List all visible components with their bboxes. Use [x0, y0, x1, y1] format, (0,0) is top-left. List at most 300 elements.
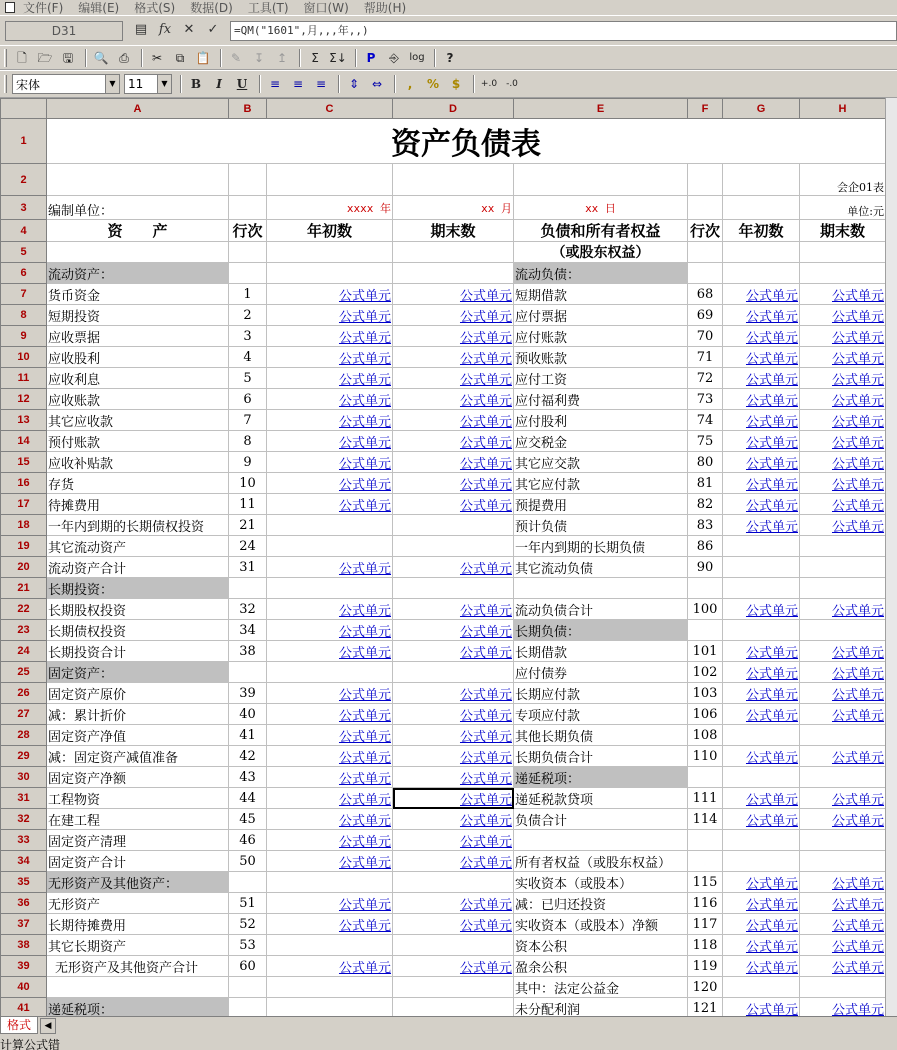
liability-end-cell[interactable]: 公式单元 [800, 788, 886, 809]
row-header[interactable]: 2 [1, 164, 47, 196]
asset-label-cell[interactable]: 无形资产及其他资产合计 [47, 956, 229, 977]
asset-end-cell[interactable]: 公式单元 [393, 683, 514, 704]
liability-line-cell[interactable]: 103 [688, 683, 723, 704]
asset-label-cell[interactable]: 在建工程 [47, 809, 229, 830]
asset-label-cell[interactable]: 无形资产 [47, 893, 229, 914]
bold-button[interactable]: B [190, 77, 202, 91]
row-header[interactable]: 37 [1, 914, 47, 935]
menu-data[interactable]: 数据(D) [190, 0, 233, 15]
asset-end-cell[interactable]: 公式单元 [393, 473, 514, 494]
row-header[interactable]: 15 [1, 452, 47, 473]
asset-label-cell[interactable]: 固定资产合计 [47, 851, 229, 872]
liability-begin-cell[interactable]: 公式单元 [723, 935, 800, 956]
asset-line-cell[interactable]: 1 [229, 284, 267, 305]
menu-window[interactable]: 窗口(W) [303, 0, 349, 15]
liability-begin-cell[interactable] [723, 725, 800, 746]
asset-line-cell[interactable]: 53 [229, 935, 267, 956]
liability-begin-cell[interactable]: 公式单元 [723, 956, 800, 977]
liability-end-cell[interactable] [800, 557, 886, 578]
asset-begin-cell[interactable]: 公式单元 [267, 893, 393, 914]
italic-button[interactable]: I [216, 77, 222, 91]
row-header[interactable]: 16 [1, 473, 47, 494]
asset-label-cell[interactable]: 应收股利 [47, 347, 229, 368]
asset-begin-cell[interactable]: 公式单元 [267, 452, 393, 473]
asset-end-cell[interactable]: 公式单元 [393, 956, 514, 977]
asset-label-cell[interactable]: 预付账款 [47, 431, 229, 452]
row-header[interactable]: 34 [1, 851, 47, 872]
liability-end-cell[interactable]: 公式单元 [800, 746, 886, 767]
liability-label-cell[interactable]: 短期借款 [514, 284, 688, 305]
row-header[interactable]: 32 [1, 809, 47, 830]
asset-end-cell[interactable]: 公式单元 [393, 284, 514, 305]
asset-line-cell[interactable]: 51 [229, 893, 267, 914]
liability-begin-cell[interactable]: 公式单元 [723, 641, 800, 662]
liability-end-cell[interactable]: 公式单元 [800, 599, 886, 620]
liability-label-cell[interactable]: 所有者权益（或股东权益） [514, 851, 688, 872]
asset-line-cell[interactable] [229, 872, 267, 893]
asset-begin-cell[interactable] [267, 536, 393, 557]
liability-end-cell[interactable]: 公式单元 [800, 893, 886, 914]
liability-line-cell[interactable]: 116 [688, 893, 723, 914]
currency-unit[interactable]: 单位:元 [800, 196, 886, 220]
liability-begin-cell[interactable]: 公式单元 [723, 704, 800, 725]
asset-end-cell[interactable]: 公式单元 [393, 641, 514, 662]
asset-line-cell[interactable]: 21 [229, 515, 267, 536]
liability-label-cell[interactable]: 应付票据 [514, 305, 688, 326]
liability-label-cell[interactable]: 递延税项： [514, 767, 688, 788]
asset-end-cell[interactable] [393, 872, 514, 893]
asset-line-cell[interactable]: 44 [229, 788, 267, 809]
liability-begin-cell[interactable]: 公式单元 [723, 914, 800, 935]
asset-line-cell[interactable]: 11 [229, 494, 267, 515]
vertical-align-icon[interactable]: ⇕ [348, 77, 360, 91]
asset-end-cell[interactable] [393, 578, 514, 599]
liability-begin-cell[interactable]: 公式单元 [723, 809, 800, 830]
asset-label-cell[interactable]: 流动资产： [47, 263, 229, 284]
spreadsheet-grid[interactable] [0, 98, 885, 1016]
liability-begin-cell[interactable]: 公式单元 [723, 410, 800, 431]
liability-line-cell[interactable]: 86 [688, 536, 723, 557]
liability-end-cell[interactable]: 公式单元 [800, 368, 886, 389]
asset-line-cell[interactable]: 8 [229, 431, 267, 452]
asset-label-cell[interactable]: 应收票据 [47, 326, 229, 347]
align-center-icon[interactable]: ≡ [292, 77, 304, 91]
asset-line-cell[interactable]: 40 [229, 704, 267, 725]
cancel-icon[interactable]: ✕ [183, 22, 195, 37]
row-header[interactable]: 3 [1, 196, 47, 220]
asset-line-cell[interactable]: 32 [229, 599, 267, 620]
asset-end-cell[interactable]: 公式单元 [393, 725, 514, 746]
asset-end-cell[interactable] [393, 998, 514, 1017]
asset-label-cell[interactable]: 其它长期资产 [47, 935, 229, 956]
underline-button[interactable]: U [236, 77, 248, 91]
asset-line-cell[interactable]: 9 [229, 452, 267, 473]
liability-end-cell[interactable]: 公式单元 [800, 641, 886, 662]
liability-line-cell[interactable]: 119 [688, 956, 723, 977]
liability-line-cell[interactable]: 106 [688, 704, 723, 725]
font-select[interactable] [12, 74, 120, 94]
liability-begin-cell[interactable]: 公式单元 [723, 347, 800, 368]
liability-begin-cell[interactable] [723, 578, 800, 599]
asset-line-cell[interactable]: 24 [229, 536, 267, 557]
col-header-g[interactable]: G [723, 99, 800, 119]
asset-end-cell[interactable]: 公式单元 [393, 788, 514, 809]
print-icon[interactable]: ⎙ [119, 50, 129, 65]
liability-begin-cell[interactable]: 公式单元 [723, 788, 800, 809]
asset-line-cell[interactable]: 41 [229, 725, 267, 746]
col-header-f[interactable]: F [688, 99, 723, 119]
asset-begin-cell[interactable]: 公式单元 [267, 494, 393, 515]
asset-end-cell[interactable]: 公式单元 [393, 851, 514, 872]
liability-line-cell[interactable] [688, 830, 723, 851]
liability-begin-cell[interactable]: 公式单元 [723, 893, 800, 914]
liability-begin-cell[interactable] [723, 977, 800, 998]
liability-label-cell[interactable]: 长期应付款 [514, 683, 688, 704]
fx-icon[interactable]: fx [158, 22, 172, 37]
liability-line-cell[interactable] [688, 578, 723, 599]
row-header[interactable]: 17 [1, 494, 47, 515]
asset-begin-cell[interactable]: 公式单元 [267, 767, 393, 788]
row-header[interactable]: 28 [1, 725, 47, 746]
asset-begin-cell[interactable] [267, 872, 393, 893]
asset-begin-cell[interactable]: 公式单元 [267, 557, 393, 578]
liability-end-cell[interactable]: 公式单元 [800, 872, 886, 893]
row-header[interactable]: 5 [1, 242, 47, 263]
asset-label-cell[interactable]: 减：固定资产减值准备 [47, 746, 229, 767]
col-header-b[interactable]: B [229, 99, 267, 119]
liability-end-cell[interactable]: 公式单元 [800, 914, 886, 935]
liability-label-cell[interactable]: 专项应付款 [514, 704, 688, 725]
liability-end-cell[interactable] [800, 620, 886, 641]
sort-ascending-icon[interactable]: ↧ [253, 50, 265, 65]
asset-label-cell[interactable]: 长期待摊费用 [47, 914, 229, 935]
row-header[interactable]: 8 [1, 305, 47, 326]
liability-end-cell[interactable]: 公式单元 [800, 284, 886, 305]
asset-end-cell[interactable]: 公式单元 [393, 767, 514, 788]
header-begin[interactable]: 年初数 [723, 220, 800, 242]
liability-begin-cell[interactable]: 公式单元 [723, 389, 800, 410]
liability-label-cell[interactable]: 其他长期负债 [514, 725, 688, 746]
row-header[interactable]: 29 [1, 746, 47, 767]
liability-end-cell[interactable] [800, 851, 886, 872]
row-header[interactable]: 20 [1, 557, 47, 578]
liability-begin-cell[interactable]: 公式单元 [723, 284, 800, 305]
liability-label-cell[interactable] [514, 830, 688, 851]
liability-label-cell[interactable]: 预提费用 [514, 494, 688, 515]
liability-label-cell[interactable]: 递延税款贷项 [514, 788, 688, 809]
asset-label-cell[interactable]: 无形资产及其他资产： [47, 872, 229, 893]
log-icon[interactable]: log [409, 51, 425, 63]
increase-decimal-icon[interactable]: +.0 [480, 79, 498, 89]
asset-line-cell[interactable]: 4 [229, 347, 267, 368]
menu-tools[interactable]: 工具(T) [247, 0, 289, 15]
asset-begin-cell[interactable]: 公式单元 [267, 368, 393, 389]
asset-label-cell[interactable]: 长期投资： [47, 578, 229, 599]
liability-label-cell[interactable]: 应付股利 [514, 410, 688, 431]
liability-line-cell[interactable]: 81 [688, 473, 723, 494]
header-line-no[interactable]: 行次 [229, 220, 267, 242]
asset-label-cell[interactable]: 减：累计折价 [47, 704, 229, 725]
liability-end-cell[interactable]: 公式单元 [800, 935, 886, 956]
form-code[interactable]: 会企01表 [800, 164, 886, 196]
liability-end-cell[interactable]: 公式单元 [800, 809, 886, 830]
col-header-d[interactable]: D [393, 99, 514, 119]
asset-end-cell[interactable]: 公式单元 [393, 704, 514, 725]
asset-line-cell[interactable] [229, 578, 267, 599]
corner-cell[interactable] [1, 99, 47, 119]
asset-line-cell[interactable] [229, 662, 267, 683]
liability-line-cell[interactable]: 117 [688, 914, 723, 935]
liability-end-cell[interactable]: 公式单元 [800, 326, 886, 347]
asset-line-cell[interactable]: 45 [229, 809, 267, 830]
asset-line-cell[interactable]: 6 [229, 389, 267, 410]
asset-end-cell[interactable]: 公式单元 [393, 494, 514, 515]
liability-begin-cell[interactable] [723, 263, 800, 284]
asset-line-cell[interactable]: 5 [229, 368, 267, 389]
liability-line-cell[interactable]: 121 [688, 998, 723, 1017]
menu-format[interactable]: 格式(S) [134, 0, 176, 15]
header-liabilities-sub[interactable]: （或股东权益） [514, 242, 688, 263]
header-end[interactable]: 期末数 [800, 220, 886, 242]
liability-begin-cell[interactable]: 公式单元 [723, 452, 800, 473]
asset-end-cell[interactable] [393, 536, 514, 557]
liability-end-cell[interactable] [800, 767, 886, 788]
row-header[interactable]: 26 [1, 683, 47, 704]
liability-label-cell[interactable]: 应付账款 [514, 326, 688, 347]
asset-end-cell[interactable] [393, 515, 514, 536]
liability-begin-cell[interactable]: 公式单元 [723, 599, 800, 620]
formula-input[interactable]: =QM("1601",月,,,年,,) [230, 21, 897, 41]
asset-end-cell[interactable]: 公式单元 [393, 557, 514, 578]
asset-line-cell[interactable] [229, 263, 267, 284]
liability-line-cell[interactable]: 118 [688, 935, 723, 956]
liability-line-cell[interactable]: 108 [688, 725, 723, 746]
asset-label-cell[interactable]: 长期投资合计 [47, 641, 229, 662]
horizontal-fit-icon[interactable]: ⇔ [371, 77, 383, 91]
liability-end-cell[interactable] [800, 977, 886, 998]
liability-line-cell[interactable]: 74 [688, 410, 723, 431]
tab-scroll-left-icon[interactable]: ◀ [40, 1018, 56, 1034]
asset-label-cell[interactable]: 应收账款 [47, 389, 229, 410]
asset-end-cell[interactable]: 公式单元 [393, 809, 514, 830]
row-header[interactable]: 30 [1, 767, 47, 788]
asset-label-cell[interactable]: 短期投资 [47, 305, 229, 326]
liability-line-cell[interactable]: 83 [688, 515, 723, 536]
save-icon[interactable]: 🖫 [62, 50, 74, 65]
asset-end-cell[interactable]: 公式单元 [393, 347, 514, 368]
asset-end-cell[interactable]: 公式单元 [393, 410, 514, 431]
liability-begin-cell[interactable] [723, 620, 800, 641]
row-header[interactable]: 14 [1, 431, 47, 452]
asset-begin-cell[interactable]: 公式单元 [267, 431, 393, 452]
col-header-e[interactable]: E [514, 99, 688, 119]
liability-begin-cell[interactable]: 公式单元 [723, 662, 800, 683]
cell-reference-box[interactable]: D31 [5, 21, 123, 41]
col-header-a[interactable]: A [47, 99, 229, 119]
row-header[interactable]: 18 [1, 515, 47, 536]
liability-end-cell[interactable]: 公式单元 [800, 305, 886, 326]
liability-label-cell[interactable]: 其中：法定公益金 [514, 977, 688, 998]
liability-line-cell[interactable]: 100 [688, 599, 723, 620]
asset-begin-cell[interactable] [267, 263, 393, 284]
liability-label-cell[interactable]: 其它流动负债 [514, 557, 688, 578]
liability-end-cell[interactable] [800, 578, 886, 599]
asset-line-cell[interactable]: 7 [229, 410, 267, 431]
asset-begin-cell[interactable]: 公式单元 [267, 914, 393, 935]
asset-begin-cell[interactable]: 公式单元 [267, 788, 393, 809]
asset-label-cell[interactable]: 长期债权投资 [47, 620, 229, 641]
row-header[interactable]: 25 [1, 662, 47, 683]
row-header[interactable]: 4 [1, 220, 47, 242]
liability-label-cell[interactable]: 减：已归还投资 [514, 893, 688, 914]
liability-end-cell[interactable]: 公式单元 [800, 683, 886, 704]
asset-label-cell[interactable]: 其它流动资产 [47, 536, 229, 557]
reporting-unit-label[interactable]: 编制单位： [47, 196, 229, 220]
asset-line-cell[interactable]: 3 [229, 326, 267, 347]
asset-line-cell[interactable]: 31 [229, 557, 267, 578]
row-header[interactable]: 10 [1, 347, 47, 368]
asset-line-cell[interactable]: 34 [229, 620, 267, 641]
liability-line-cell[interactable] [688, 851, 723, 872]
liability-label-cell[interactable]: 流动负债： [514, 263, 688, 284]
font-size-select[interactable] [124, 74, 172, 94]
asset-end-cell[interactable]: 公式单元 [393, 431, 514, 452]
asset-end-cell[interactable]: 公式单元 [393, 893, 514, 914]
row-header[interactable]: 11 [1, 368, 47, 389]
liability-begin-cell[interactable]: 公式单元 [723, 872, 800, 893]
asset-begin-cell[interactable] [267, 515, 393, 536]
row-header[interactable]: 33 [1, 830, 47, 851]
liability-begin-cell[interactable]: 公式单元 [723, 746, 800, 767]
menu-help[interactable]: 帮助(H) [363, 0, 407, 15]
decrease-decimal-icon[interactable]: -.0 [506, 79, 518, 89]
asset-end-cell[interactable]: 公式单元 [393, 452, 514, 473]
asset-begin-cell[interactable]: 公式单元 [267, 851, 393, 872]
liability-begin-cell[interactable]: 公式单元 [723, 368, 800, 389]
row-header[interactable]: 9 [1, 326, 47, 347]
currency-style-icon[interactable]: $ [451, 77, 461, 91]
liability-begin-cell[interactable]: 公式单元 [723, 305, 800, 326]
asset-line-cell[interactable] [229, 998, 267, 1017]
liability-end-cell[interactable] [800, 725, 886, 746]
asset-line-cell[interactable]: 52 [229, 914, 267, 935]
asset-end-cell[interactable] [393, 263, 514, 284]
comma-style-icon[interactable]: , [407, 77, 413, 91]
liability-end-cell[interactable]: 公式单元 [800, 431, 886, 452]
asset-label-cell[interactable]: 应收补贴款 [47, 452, 229, 473]
menu-edit[interactable]: 编辑(E) [78, 0, 120, 15]
liability-label-cell[interactable]: 应付债券 [514, 662, 688, 683]
asset-label-cell[interactable]: 递延税项： [47, 998, 229, 1017]
liability-label-cell[interactable]: 一年内到期的长期负债 [514, 536, 688, 557]
liability-begin-cell[interactable]: 公式单元 [723, 515, 800, 536]
liability-end-cell[interactable]: 公式单元 [800, 347, 886, 368]
asset-begin-cell[interactable]: 公式单元 [267, 305, 393, 326]
asset-begin-cell[interactable]: 公式单元 [267, 956, 393, 977]
liability-end-cell[interactable]: 公式单元 [800, 515, 886, 536]
chevron-down-icon[interactable]: ▼ [157, 75, 171, 93]
liability-end-cell[interactable]: 公式单元 [800, 494, 886, 515]
liability-end-cell[interactable]: 公式单元 [800, 662, 886, 683]
row-header[interactable]: 41 [1, 998, 47, 1017]
liability-label-cell[interactable]: 长期负债： [514, 620, 688, 641]
asset-begin-cell[interactable]: 公式单元 [267, 284, 393, 305]
liability-line-cell[interactable]: 120 [688, 977, 723, 998]
asset-label-cell[interactable]: 应收利息 [47, 368, 229, 389]
header-liabilities[interactable]: 负债和所有者权益 [514, 220, 688, 242]
header-line-no[interactable]: 行次 [688, 220, 723, 242]
asset-label-cell[interactable]: 工程物资 [47, 788, 229, 809]
liability-begin-cell[interactable]: 公式单元 [723, 473, 800, 494]
asset-label-cell[interactable]: 待摊费用 [47, 494, 229, 515]
asset-begin-cell[interactable] [267, 662, 393, 683]
liability-label-cell[interactable]: 长期负债合计 [514, 746, 688, 767]
liability-line-cell[interactable]: 75 [688, 431, 723, 452]
new-file-icon[interactable]: 🗋 [17, 50, 27, 65]
day-field[interactable]: xx 日 [514, 196, 688, 220]
asset-line-cell[interactable] [229, 977, 267, 998]
liability-label-cell[interactable]: 流动负债合计 [514, 599, 688, 620]
paste-icon[interactable]: 📋 [195, 50, 211, 65]
liability-end-cell[interactable]: 公式单元 [800, 389, 886, 410]
help-icon[interactable]: ? [446, 50, 454, 65]
row-header[interactable]: 19 [1, 536, 47, 557]
month-field[interactable]: xx 月 [393, 196, 514, 220]
liability-end-cell[interactable]: 公式单元 [800, 410, 886, 431]
liability-begin-cell[interactable] [723, 767, 800, 788]
liability-line-cell[interactable]: 71 [688, 347, 723, 368]
liability-line-cell[interactable]: 90 [688, 557, 723, 578]
asset-begin-cell[interactable]: 公式单元 [267, 683, 393, 704]
asset-begin-cell[interactable]: 公式单元 [267, 410, 393, 431]
liability-begin-cell[interactable] [723, 557, 800, 578]
row-header[interactable]: 1 [1, 119, 47, 164]
col-header-h[interactable]: H [800, 99, 886, 119]
liability-end-cell[interactable]: 公式单元 [800, 704, 886, 725]
asset-label-cell[interactable]: 其它应收款 [47, 410, 229, 431]
sheet-tab-format[interactable]: 格式 [0, 1017, 38, 1034]
asset-label-cell[interactable]: 货币资金 [47, 284, 229, 305]
asset-line-cell[interactable]: 38 [229, 641, 267, 662]
asset-end-cell[interactable] [393, 977, 514, 998]
open-folder-icon[interactable]: 🗁 [37, 50, 53, 65]
asset-line-cell[interactable]: 46 [229, 830, 267, 851]
liability-label-cell[interactable]: 资本公积 [514, 935, 688, 956]
asset-line-cell[interactable]: 43 [229, 767, 267, 788]
row-header[interactable]: 21 [1, 578, 47, 599]
asset-begin-cell[interactable] [267, 578, 393, 599]
liability-label-cell[interactable]: 负债合计 [514, 809, 688, 830]
liability-line-cell[interactable]: 80 [688, 452, 723, 473]
liability-label-cell[interactable]: 未分配利润 [514, 998, 688, 1017]
row-header[interactable]: 12 [1, 389, 47, 410]
liability-begin-cell[interactable]: 公式单元 [723, 326, 800, 347]
asset-label-cell[interactable]: 长期股权投资 [47, 599, 229, 620]
row-header[interactable]: 22 [1, 599, 47, 620]
asset-begin-cell[interactable]: 公式单元 [267, 641, 393, 662]
asset-label-cell[interactable]: 固定资产净值 [47, 725, 229, 746]
liability-label-cell[interactable]: 应付福利费 [514, 389, 688, 410]
function-list-icon[interactable]: ▤ [134, 22, 148, 37]
row-header[interactable]: 27 [1, 704, 47, 725]
liability-end-cell[interactable] [800, 830, 886, 851]
asset-begin-cell[interactable]: 公式单元 [267, 725, 393, 746]
asset-end-cell[interactable] [393, 935, 514, 956]
asset-end-cell[interactable]: 公式单元 [393, 305, 514, 326]
year-field[interactable]: xxxx 年 [267, 196, 393, 220]
liability-begin-cell[interactable] [723, 851, 800, 872]
liability-label-cell[interactable]: 实收资本（或股本）净额 [514, 914, 688, 935]
